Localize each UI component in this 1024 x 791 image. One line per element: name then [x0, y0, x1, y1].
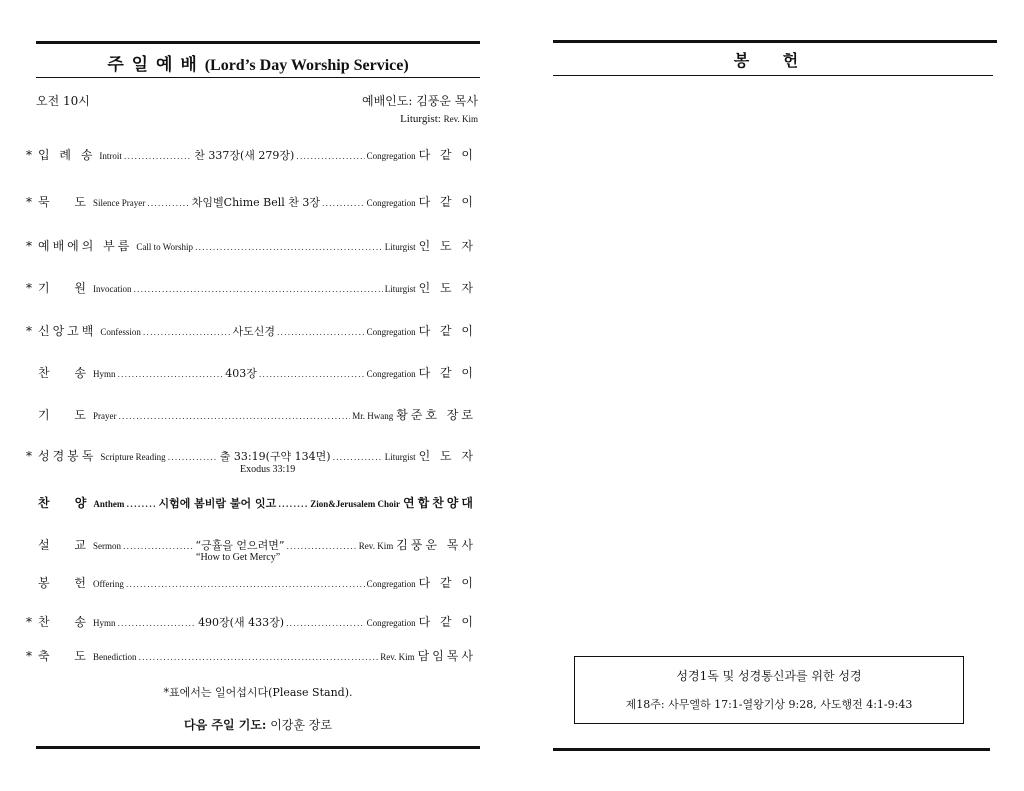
title-english: (Lord’s Day Worship Service): [204, 57, 409, 74]
worship-item-leader-korean: 인 도 자: [418, 239, 476, 253]
worship-item-star: *: [26, 615, 32, 629]
worship-item-leader: Congregation: [366, 369, 416, 379]
worship-item-leader-korean: 담임목사: [417, 649, 476, 663]
worship-item-star: *: [26, 239, 32, 253]
worship-item-leader: Congregation: [366, 151, 416, 161]
worship-item-leader-korean: 황준호 장로: [396, 408, 476, 422]
worship-item: [26, 447, 476, 464]
worship-item-leader-korean: 다 같 이: [418, 195, 476, 209]
bible-reading-box: [574, 656, 964, 724]
bible-reading-week: 제18주: 사무엘하 17:1-열왕기상 9:28, 사도행전 4:1-9:43: [625, 698, 913, 711]
worship-item-leader-korean: 연합찬양대: [403, 496, 476, 510]
liturgist-name: Rev. Kim: [443, 114, 478, 124]
worship-item-star: *: [26, 324, 32, 338]
liturgist-line: [362, 113, 478, 125]
leader-korean: 예배인도: 김풍운 목사: [361, 94, 478, 108]
worship-item-english: Sermon: [93, 541, 121, 551]
offering-title-rule: [553, 75, 993, 76]
leader-dots: [139, 653, 379, 662]
worship-item-detail: “긍휼을 얻으려면”: [195, 539, 285, 552]
leader-dots: [119, 412, 351, 421]
worship-item-leader-korean: 다 같 이: [418, 148, 476, 162]
worship-item: [26, 279, 476, 296]
worship-item-detail: 차임벨Chime Bell 찬 3장: [191, 196, 321, 209]
worship-item-detail: 시험에 봄비람 불어 잇고: [158, 497, 277, 510]
worship-item-english: Introit: [99, 151, 122, 161]
worship-item-leader-korean: 다 같 이: [418, 366, 476, 380]
worship-item-leader-korean: 다 같 이: [418, 324, 476, 338]
worship-item-korean: 찬 송: [38, 615, 89, 629]
worship-item-leader: Congregation: [366, 198, 416, 208]
worship-item: [26, 322, 476, 339]
worship-item-korean: 찬 송: [38, 366, 89, 380]
worship-item-leader: Rev. Kim: [380, 652, 415, 662]
offering-top-rule: [553, 40, 997, 43]
leader-dots: [277, 328, 365, 337]
worship-item-english: Scripture Reading: [100, 452, 166, 462]
bible-reading-title: 성경1독 및 성경통신과를 위한 성경: [676, 669, 862, 683]
leader-dots: [259, 370, 365, 379]
leader-dots: [118, 370, 224, 379]
leader-dots: [333, 453, 383, 462]
worship-item-leader-korean: 다 같 이: [418, 615, 476, 629]
leader-dots: [168, 453, 218, 462]
offering-bottom-rule: [553, 748, 990, 751]
worship-item-leader: Liturgist: [384, 242, 416, 252]
scripture-english: Exodus 33:19: [240, 464, 296, 475]
worship-item: [26, 574, 476, 591]
worship-item: [26, 237, 476, 254]
worship-item-english: Hymn: [93, 369, 116, 379]
worship-item-leader: Liturgist: [384, 452, 416, 462]
worship-item-detail: 찬 337장(새 279장): [194, 149, 295, 162]
service-time: 오전 10시: [36, 94, 90, 108]
worship-item-korean: 찬 양: [38, 496, 90, 510]
worship-item-leader-korean: 인 도 자: [418, 449, 476, 463]
worship-item-star: *: [26, 148, 32, 162]
worship-item: [26, 647, 476, 664]
worship-item-english: Confession: [100, 327, 141, 337]
leader-dots: [147, 199, 190, 208]
offering-title: 봉 헌: [733, 51, 813, 70]
leader-dots: [322, 199, 365, 208]
worship-item-english: Hymn: [93, 618, 116, 628]
next-week-prayer: [36, 716, 480, 733]
worship-item-leader-korean: 김풍운 목사: [396, 538, 476, 552]
worship-item-leader: Rev. Kim: [358, 541, 394, 551]
service-leader: [362, 92, 478, 125]
worship-item-star: *: [26, 195, 32, 209]
worship-item-leader-korean: 인 도 자: [418, 281, 476, 295]
worship-item-english: Call to Worship: [136, 242, 193, 252]
worship-item: [26, 364, 476, 381]
worship-item-korean: 기 원: [38, 281, 89, 295]
leader-dots: [126, 580, 365, 589]
top-rule: [36, 41, 480, 44]
worship-item-star: *: [26, 649, 32, 663]
worship-item-english: Invocation: [93, 284, 132, 294]
leader-dots: [278, 499, 308, 509]
worship-item: [26, 146, 476, 163]
worship-item-korean: 묵 도: [38, 195, 89, 209]
worship-item-korean: 신앙고백: [38, 324, 97, 338]
worship-item: [26, 613, 476, 630]
worship-item-leader: Congregation: [366, 327, 416, 337]
worship-item-star: *: [26, 281, 32, 295]
sermon-title-english: “How to Get Mercy”: [196, 552, 281, 563]
worship-item-detail: 출 33:19(구약 134면): [219, 450, 331, 463]
worship-item: [26, 536, 476, 553]
worship-item-detail: 사도신경: [232, 325, 275, 338]
worship-item: [26, 494, 476, 511]
leader-dots: [143, 328, 231, 337]
worship-item-leader: Congregation: [366, 579, 416, 589]
worship-item-korean: 설 교: [38, 538, 89, 552]
worship-item-english: Benediction: [93, 652, 137, 662]
worship-item-korean: 입 례 송: [38, 148, 96, 162]
worship-item-leader: Liturgist: [384, 284, 416, 294]
worship-item-leader: Mr. Hwang: [352, 411, 394, 421]
worship-item: [26, 193, 476, 210]
next-prayer-name: 이강훈 장로: [270, 718, 332, 732]
leader-dots: [286, 542, 356, 551]
worship-item-korean: 봉 헌: [38, 576, 89, 590]
page-title: [36, 50, 480, 75]
bottom-rule: [36, 746, 480, 749]
worship-item-english: Silence Prayer: [93, 198, 146, 208]
worship-item: [26, 406, 476, 423]
liturgist-label: Liturgist:: [400, 113, 441, 125]
leader-dots: [124, 152, 192, 161]
title-korean: 주 일 예 배: [107, 55, 198, 75]
worship-item-leader: Congregation: [366, 618, 416, 628]
worship-item-korean: 예배에의 부름: [38, 239, 133, 253]
stand-note: *표에서는 일어섭시다(Please Stand).: [163, 686, 353, 699]
worship-item-leader: Zion&Jerusalem Choir: [310, 499, 401, 509]
worship-item-english: Prayer: [93, 411, 117, 421]
leader-dots: [126, 499, 156, 509]
worship-item-leader-korean: 다 같 이: [418, 576, 476, 590]
worship-item-star: *: [26, 449, 32, 463]
worship-item-korean: 축 도: [38, 649, 89, 663]
worship-item-detail: 403장: [225, 367, 257, 380]
leader-dots: [123, 542, 193, 551]
worship-item-korean: 성경봉독: [38, 449, 97, 463]
leader-dots: [118, 619, 197, 628]
next-prayer-label: 다음 주일 기도:: [184, 718, 267, 732]
worship-item-korean: 기 도: [38, 408, 89, 422]
worship-item-english: Anthem: [93, 499, 125, 509]
leader-dots: [286, 619, 365, 628]
worship-item-english: Offering: [93, 579, 124, 589]
worship-item-detail: 490장(새 433장): [198, 616, 285, 629]
title-rule: [36, 77, 480, 78]
leader-dots: [134, 285, 383, 294]
leader-dots: [296, 152, 364, 161]
leader-dots: [195, 243, 383, 252]
